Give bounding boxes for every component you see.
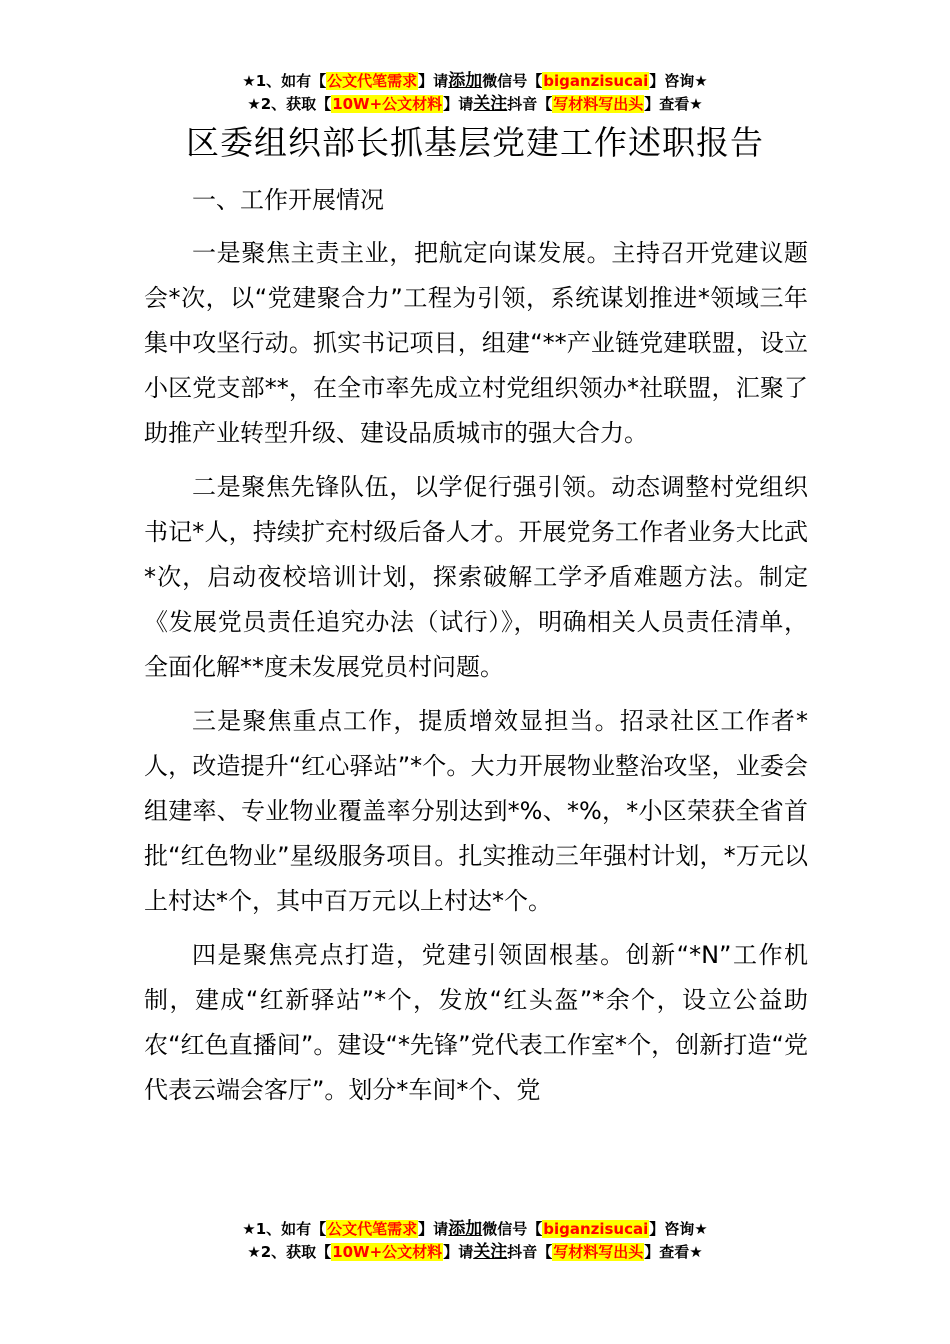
document-title: 区委组织部长抓基层党建工作述职报告: [186, 123, 764, 162]
section-heading: 一、工作开展情况: [192, 186, 384, 214]
banner-highlight-service: 公文代笔需求: [327, 1220, 418, 1238]
banner-text: 】请: [418, 1220, 449, 1238]
banner-highlight-materials: 10W+公文材料: [332, 95, 443, 113]
paragraph-2: 二是聚焦先锋队伍，以学促行强引领。动态调整村党组织书记*人，持续扩充村级后备人才。开展党务工作者业务大比武*次，启动夜校培训计划，探索破解工学矛盾难题方法。制定《发展党员责任追究办法（试行）》，明确相关人员责任清单，全面化解**度未发展党员村问题。: [144, 473, 808, 681]
banner-text: 抖音【: [507, 1243, 553, 1261]
banner-text: ★2、获取【: [247, 1243, 332, 1261]
banner-line-2: [0, 93, 950, 116]
banner-highlight-materials: 10W+公文材料: [332, 1243, 443, 1261]
paragraph-1: 一是聚焦主责主业，把航定向谋发展。主持召开党建议题会*次，以“党建聚合力”工程为引领，系统谋划推进*领域三年集中攻坚行动。抓实书记项目，组建“**产业链党建联盟，设立小区党支部**，在全市率先成立村党组织领办*社联盟，汇聚了助推产业转型升级、建设品质城市的强大合力。: [144, 239, 808, 447]
banner-emphasis: 添加: [448, 1219, 483, 1239]
header-banner: [0, 70, 950, 116]
banner-line-1: [0, 70, 950, 93]
banner-text: ★1、如有【: [242, 72, 327, 90]
banner-text: 】查看★: [644, 95, 703, 113]
banner-text: 抖音【: [507, 95, 553, 113]
paragraph-3: 三是聚焦重点工作，提质增效显担当。招录社区工作者*人，改造提升“红心驿站”*个。大力开展物业整治攻坚，业委会组建率、专业物业覆盖率分别达到*%、*%，*小区荣获全省首批“红色物业”星级服务项目。扎实推动三年强村计划，*万元以上村达*个，其中百万元以上村达*个。: [144, 707, 808, 915]
banner-text: 】请: [443, 1243, 474, 1261]
banner-line-1: [0, 1218, 950, 1241]
banner-text: 】请: [443, 95, 474, 113]
banner-highlight-wechat: biganzisucai: [543, 1220, 649, 1238]
banner-text: 】咨询★: [649, 1220, 708, 1238]
banner-text: ★1、如有【: [242, 1220, 327, 1238]
document-body: [144, 178, 808, 1203]
banner-emphasis: 关注: [473, 1242, 508, 1262]
banner-text: 】咨询★: [649, 72, 708, 90]
banner-text: 微信号【: [482, 1220, 543, 1238]
banner-text: ★2、获取【: [247, 95, 332, 113]
banner-highlight-wechat: biganzisucai: [543, 72, 649, 90]
banner-highlight-service: 公文代笔需求: [327, 72, 418, 90]
banner-highlight-douyin: 写材料写出头: [553, 1243, 644, 1261]
banner-text: 】查看★: [644, 1243, 703, 1261]
paragraph-4: 四是聚焦亮点打造，党建引领固根基。创新“*N”工作机制，建成“红新驿站”*个，发放“红头盔”*余个，设立公益助农“红色直播间”。建设“*先锋”党代表工作室*个，创新打造“党代表云端会客厅”。划分*车间*个、党: [144, 941, 808, 1104]
banner-text: 微信号【: [482, 72, 543, 90]
banner-emphasis: 关注: [473, 94, 508, 114]
banner-line-2: [0, 1241, 950, 1264]
banner-text: 】请: [418, 72, 449, 90]
banner-emphasis: 添加: [448, 71, 483, 91]
banner-highlight-douyin: 写材料写出头: [553, 95, 644, 113]
footer-banner: [0, 1218, 950, 1264]
